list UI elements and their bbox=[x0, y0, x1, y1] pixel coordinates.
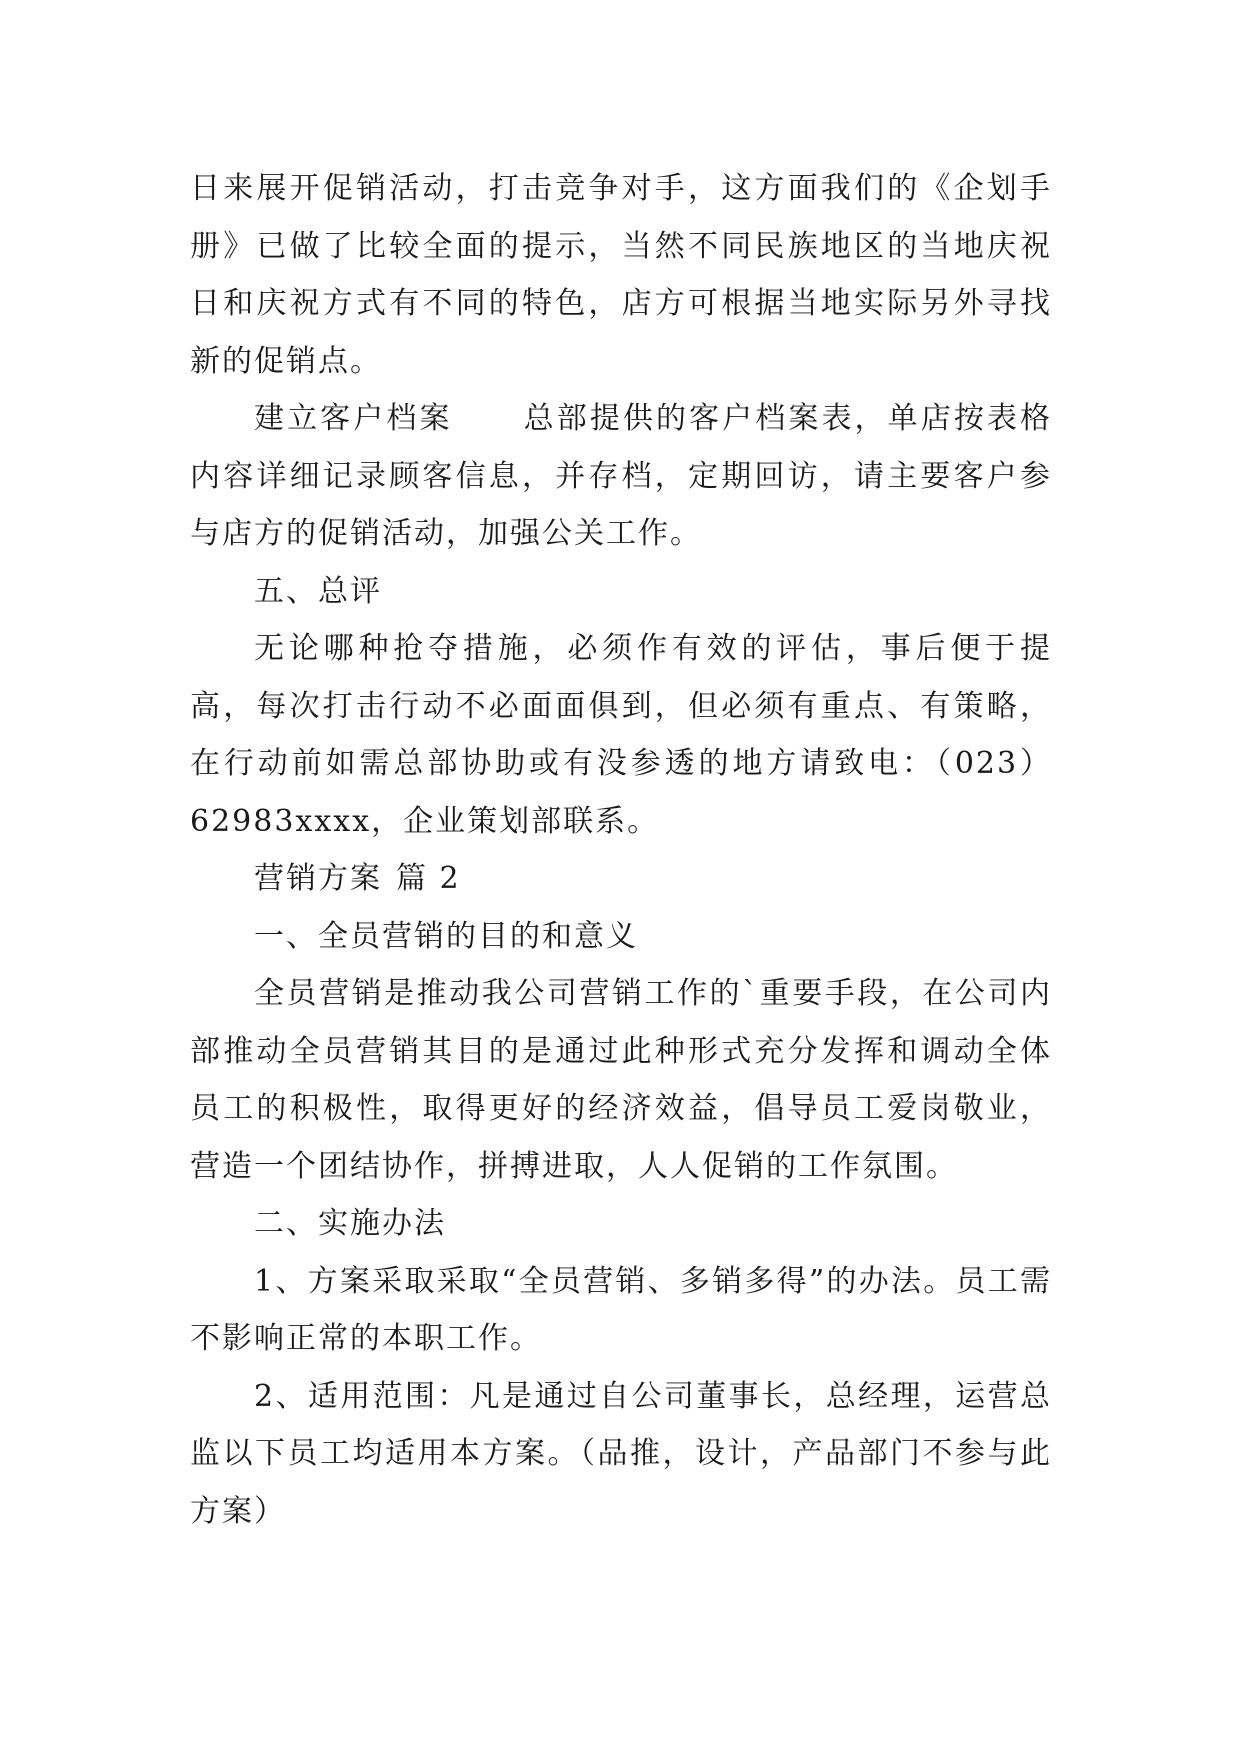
section-heading-implementation: 二、实施办法 bbox=[254, 1206, 446, 1241]
section-heading-purpose: 一、全员营销的目的和意义 bbox=[254, 918, 638, 954]
paragraph-item-1: 1、方案采取采取“全员营销、多销多得”的办法。员工需不影响正常的本职工作。 bbox=[190, 1263, 1052, 1356]
paragraph-evaluation: 无论哪种抢夺措施，必须作有效的评估，事后便于提高，每次打击行动不必面面俱到，但必须有重点、有策略，在行动前如需总部协助或有没参透的地方请致电：（023）62983xxxx，企业策划部联系。 bbox=[190, 631, 1052, 839]
customer-archive-text: 总部提供的客户档案表，单店按表格内容详细记录顾客信息，并存档，定期回访，请主要客户参与店方的促销活动，加强公关工作。 bbox=[190, 401, 1053, 551]
paragraph-purpose: 全员营销是推动我公司营销工作的`重要手段，在公司内部推动全员营销其目的是通过此种形式充分发挥和调动全体员工的积极性，取得更好的经济效益，倡导员工爱岗敬业，营造一个团结协作，拼搏进取，人人促销的工作氛围。 bbox=[190, 976, 1052, 1184]
section-heading-summary: 五、总评 bbox=[254, 573, 382, 609]
plan-title bbox=[190, 850, 1052, 908]
paragraph-item-2: 2、适用范围：凡是通过自公司董事长，总经理，运营总监以下员工均适用本方案。（品推，设计，产品部门不参与此方案） bbox=[190, 1378, 1052, 1529]
document-body bbox=[190, 160, 1052, 1540]
plan-title-text: 营销方案 bbox=[254, 861, 382, 896]
paragraph-customer-archive bbox=[190, 390, 1052, 563]
paragraph-promotion-days: 日来展开促销活动，打击竞争对手，这方面我们的《企划手册》已做了比较全面的提示，当然不同民族地区的当地庆祝日和庆祝方式有不同的特色，店方可根据当地实际另外寻找新的促销点。 bbox=[190, 171, 1052, 379]
plan-sequence: 篇 2 bbox=[396, 861, 461, 896]
customer-archive-heading: 建立客户档案 bbox=[254, 401, 453, 436]
